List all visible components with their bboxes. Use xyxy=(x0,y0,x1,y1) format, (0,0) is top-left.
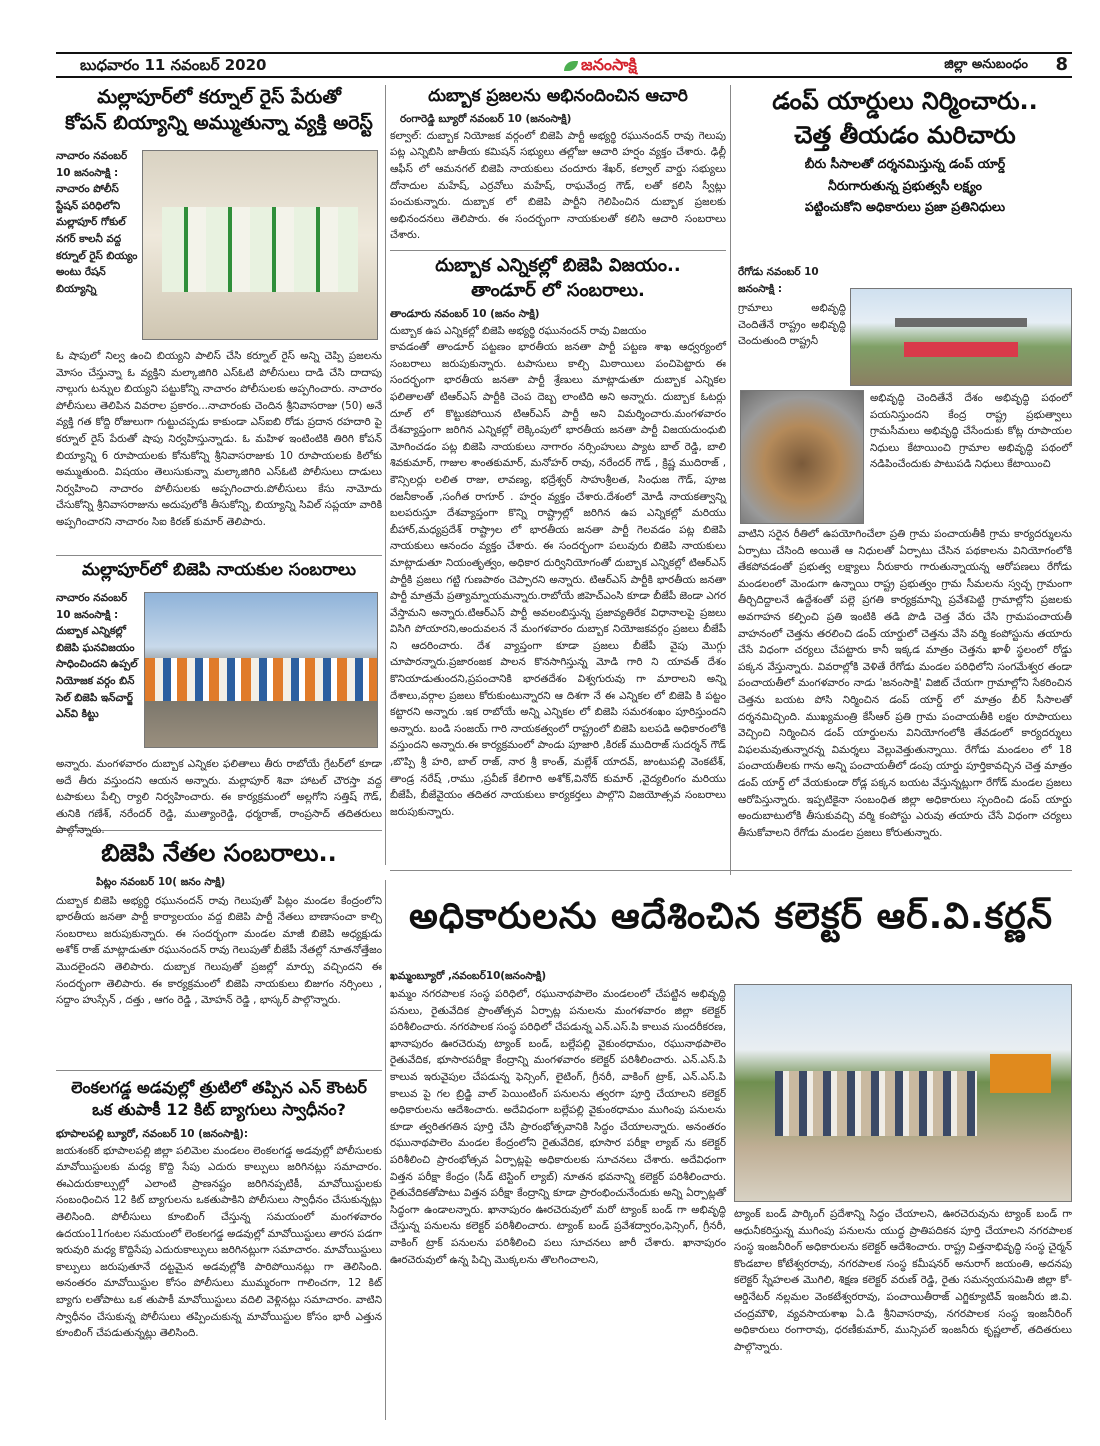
column-rule xyxy=(385,85,386,865)
article-divider xyxy=(390,250,726,251)
article-divider xyxy=(56,555,382,556)
dateline: భూపాలపల్లి బ్యూరో, నవంబర్ 10 (జనంసాక్షి): xyxy=(56,1128,249,1140)
page-number: 8 xyxy=(1055,54,1068,75)
column-rule xyxy=(730,85,731,875)
dateline: పిట్లం నవంబర్ 10( జనం సాక్షి) xyxy=(96,876,226,888)
article-tandur xyxy=(390,255,726,867)
masthead xyxy=(56,52,1072,78)
article-body-part2: వాటిని సరైన రీతిలో ఉపయోగించేలా ప్రతి గ్రామ పంచాయతీకి గ్రామ కార్యదర్శులను ఏర్పాటు చేసింది అయితే ఆ నిధులతో ఏర్పాటు చేసిన పథకాలను వినియోగంలోకి తేకపోవడంతో ప్రభుత్వ లక్ష్యాలు నీరుకారు గారుతున్నాయన్న ఆరోపణలు రేగోడు మండలంలో మెండుగా ఉన్నాయి రాష్ట్ర ప్రభుత్వం గ్రామ సీమలను స్వచ్ఛ గ్రామంగా తీర్చిదిద్దాలనే ఉద్దేశంతో పల్లె ప్రగతి కార్యక్రమాన్ని ప్రవేశపెట్టి గ్రామాల్లోని ప్రజలకు అవగాహన కల్పించి ప్రతి ఇంటికి తడి పొడి చెత్త వేరు చేసి గ్రామపంచాయతీ వాహనంలో చెత్తను తరలించి డంప్ యార్డులో చెత్తను వేసి వర్మి కంపోస్టును తయారు చేసే విధంగా చర్యలు చేపట్టారు కానీ ఇక్కడ మాత్రం చెత్తను ఖాళీ స్థలంలో రోడ్డు పక్కన వేస్తున్నారు. వివరాల్లోకి వెళితే రేగోడు మండల పరిధిలోని సంగమేశ్వర తండా పంచాయతీలో మంగళవారం నాడు 'జనంసాక్షి' విజిట్ చేయగా గ్రామాల్లోని సేకరించిన చెత్తను బయట పోసి నిర్మించిన డంప్ యార్డ్ లో మాత్రం బీర్ సీసాలతో దర్శనమిచ్చింది. ముఖ్యమంత్రి కేసీఆర్ ప్రతి గ్రామ పంచాయతీకి లక్షల రూపాయలు వెచ్చించి నిర్మించిన డంప్ యార్డులను వినియోగంలోకి తేవడంలో కార్యదర్శులు విఫలమవుతున్నారన్న విమర్శలు వెల్లువెత్తుతున్నాయి. రేగోడు మండలం లో 18 పంచాయతీలకు గాను అన్ని పంచాయతీలో డంపు యార్డు పూర్తికావచ్చిన చెత్త మాత్రం డంప్ యార్డ్ లో వేయకుండా రోడ్ల పక్కన బయట వేస్తున్నట్లుగా రేగోడ్ మండల ప్రజలు ఆరోపిస్తున్నారు. ఇప్పటికైనా సంబంధిత జిల్లా అధికారులు స్పందించి డంప్ యార్డు అందుబాటులోకి తీసుకువచ్చి వర్మి కంపోస్టు ఎరువు తయారు చేసే విధంగా చర్యలు తీసుకోవాలని రేగోడు మండల ప్రజలు కోరుతున్నారు. xyxy=(738,528,1072,839)
subline: దుబ్బాక ఉప ఎన్నికల్లో బిజెపి అభ్యర్థి రఘునందన్ రావు విజయం xyxy=(390,324,647,337)
article-body: అన్నారు. మంగళవారం దుబ్బాక ఎన్నికల ఫలితాలు తీరు రాబోయే గ్రేటర్‌లో కూడా అదే తీరు వస్తుందని ఆయన అన్నారు. మల్లాపూర్ శివా హాటల్ చౌరస్తా వద్ద టపాకులు పేల్చి ర్యాలి నిర్వహించారు. ఈ కార్యక్రమంలో అల్లగోని సత్తిష్ గౌడ్, తునికి గణేశ్, నరేందర్ రెడ్డి, ముత్యాంరెడ్డి, ధర్మరాజ్, రాంప్రసాద్ తదితరులు పాల్గోన్నారు. xyxy=(56,758,382,837)
headline-line2: చెత్త తీయడం మరిచారు xyxy=(794,121,1016,149)
newspaper-logo xyxy=(564,55,637,78)
dateline: ఖమ్మంబ్యూరో ,నవంబర్10(జనంసాక్షి) xyxy=(390,970,547,982)
article-body: ఓ షాపులో నిల్వ ఉంచి బియ్యని పాలిస్ చేసి కర్నూల్ రైస్ అన్ని చెప్పి ప్రజలను మోసం చేస్తున్నా ఓ వ్యక్తిని మల్కాజిగిరి ఎస్ఓటి పోలీసులు దాడి చేసి దాదాపు నాల్గుగు టన్నుల బియ్యని పట్టుకోన్ని నాచారం పోలీసులకు అప్పగించారు. నాచారం పోలీసులు తెలిపిన వివరాల ప్రకారం...నాచారంకు చెందిన శ్రీనివాసరాజు (50) అనే వ్యక్తి గత కోద్ది రోజులుగా గుట్టుచప్పడు కాకుండా ఎస్ఐబి రోడు ప్రదాన రహదారి పై కర్నూల్ రైస్ పేరుతో షాపు నిర్వహిస్తున్నాడు. ఓ మహిళ ఇంటింటికి తిరిగి కోపన్ బియ్యాన్ని 6 రూపాయలకు కోనుకోన్ని శ్రీనివాసరాజుకు 10 రూపాయలకు కిలోకు అమ్ముతుంది. విషయం తెలుసుకున్నా మల్కాజిగిరి ఎస్ఓటి పోలీసులు దాడులు నిర్వహించి నాచారం పోలీసులకు అప్పగించారు.పోలీసులు కేసు నామోదు చేసుకోన్ని శ్రీనివాసరాజును అదుపులోకి తీసుకోన్ని, బియ్యాన్ని సివిల్ సప్లయా వారికి అప్పగించారని నాచారం సిఐ కిరణ్ కుమార్ తెలిపారు. xyxy=(56,350,382,528)
celebration-photo xyxy=(144,592,378,748)
headline-line1: మల్లాపూర్‌లో కర్నూల్ రైస్ పేరుతో xyxy=(97,86,341,108)
headline-line1: డంప్ యార్డులు నిర్మించారు.. xyxy=(772,87,1038,115)
article-divider xyxy=(56,1070,382,1071)
rice-bags-photo xyxy=(142,150,378,340)
column-rule xyxy=(385,880,386,1420)
headline: బిజెపి నేతల సంబరాలు.. xyxy=(101,839,337,867)
beer-bottles-photo xyxy=(740,390,864,524)
article-divider xyxy=(390,870,1072,871)
leaf-icon xyxy=(564,61,578,71)
article-body: కల్వాల్: దుబ్బాక నియోజక వర్గంలో బిజెపి పార్టీ అభ్యర్థి రఘునందన్ రావు గెలుపు పట్ల ఎన్నిబిసి జాతీయ కమిషన్ సభ్యులు తల్లోజు ఆచారి హర్షం వ్యక్తం చేశారు. ఢిల్లీ ఆఫీస్ లో ఆమనగల్ బిజెపి నాయకులు చందూరు శేఖర్, కల్వాల్ వార్డు సభ్యులు దోనాదుల మహేష్, ఎర్రవోలు మహేష్, రాఘవేంద్ర గౌడ్, లతో కలిసి స్వీట్లు పంచుకున్నారు. దుబ్బాక లో బిజెపి పార్టీని గెలిపించిన దుబ్బాక ప్రజలకు అభినందనలు తెలిపారు. ఈ సందర్భంగా నాయకులతో కలిసి ఆచారి సంబరాలు చేశారు. xyxy=(390,129,726,242)
collector-inspection-photo xyxy=(734,984,1072,1202)
dateline: నాచారం నవంబర్ 10 జనంసాక్షి : దుబ్బాక ఎన్నికల్లో బిజెపి ఘనవిజయం సాధించిందని ఉప్పల్ నియోజక వర్గం బిన్ సెల్ బిజెపి ఇన్‌చార్జ్ ఎన్‌వి కిట్టు xyxy=(56,592,138,721)
dateline: తాండూరు నవంబర్ 10 (జనం సాక్షి) xyxy=(390,308,540,320)
article-body-part1: అభివృద్ధి చెందితేనే దేశం అభివృద్ధి పథంలో పయనిస్తుందని కేంద్ర రాష్ట్ర ప్రభుత్వాలు గ్రామసీమలు అభివృద్ధి చేసేందుకు కోట్ల రూపాయల నిధులు కేటాయించి గ్రామాల అభివృద్ధి పథంలో నడిపించేందుకు పాటుపడి నిధులు కేటాయించి xyxy=(870,392,1072,471)
article-body: జయశంకర్ భూపాలపల్లి జిల్లా పలిమెల మండలం లెంకలగడ్డ అడవుల్లో పోలీసులకు మావోయిస్టులకు మధ్య కొద్ది సేపు ఎదురు కాల్పులు జరిగినట్లు సమాచారం. ఈఎదురుకాల్పుల్లో ఎలాంటి ప్రాణనష్టం జరిగినప్పటికీ, మావోయిస్టులకు సంబంధించిన 12 కిట్ బ్యాగులను ఒకతుపాకిని పోలీసులు స్వాధీనం చేసుకున్నట్లు తెలిసింది. పోలీసులు కూంబింగ్ చేస్తున్న సమయంలో మంగళవారం ఉదయం11గంటల సమయంలో లెంకలగడ్డ అడవుల్లో మావోయిస్టులు తారస పడగా ఇరువురి మధ్య కొద్దిసేపు ఎదురుకాల్పులు జరిగినట్లుగా సమాచారం. మావోయిస్టులు కాల్పులు జరుపుతూనే దట్టమైన అడవుల్లోకి పారిపోయినట్లు గా తెలిసింది. అనంతరం మావోయిస్టుల కోసం పోలీసులు ముమ్మరంగా గాలించగా, 12 కిట్ బ్యాగు లతోపాటు ఒక తుపాకీ మావోయిస్టులు వదిలి వెళ్లినట్లు సమాచారం. వాటిని స్వాధీనం చేసుకున్న పోలీసులు తప్పించుకున్న మావోయిస్టుల కోసం భారీ ఎత్తున కూంబింగ్ చేపడుతున్నట్లు తెలిసింది. xyxy=(56,1144,383,1340)
dateline: రేగోడు నవంబర్ 10 జనంసాక్షి : xyxy=(738,266,819,295)
dateline: నాచారం నవంబర్ 10 జనంసాక్షి : నాచారం పోలీస్ స్టేషన్ పరిధిలోని మల్లాపూర్ గోకుల్ నగర్ కాలనీ వద్ద కర్నూల్ రైస్ బియ్యం అంటు రేషన్ బియ్యాన్ని xyxy=(56,150,138,295)
article-dump-yard xyxy=(738,86,1072,866)
article-bjp-leaders xyxy=(56,838,382,1066)
article-body-part1: ఖమ్మం నగరపాలక సంస్థ పరిధిలో, రఘునాథపాలెం మండలంలో చేపట్టిన అభివృద్ధి పనులు, రైతువేదిక ప్రాంతోత్సవ ఏర్పాట్ల పనులను మంగళవారం జిల్లా కలెక్టర్ పరిశీలించారు. నగరపాలక సంస్థ పరిధిలో చేపడున్న ఎన్.ఎస్.పి కాలువ సుందరీకరణ, ఖానాపురం ఊరచెరువు ట్యాంక్ బండ్, బల్లేపల్లి వైకుంఠధామం, రఘునాథపాలెం రైతువేదిక, భూసారపరీక్షా కేంద్రాన్ని మంగళవారం కలెక్టర్ పరిశీలించారు. ఎన్.ఎస్.పి కాలువ ఇరువైపుల చేపడున్న ఫెన్సింగ్, లైటింగ్, గ్రీనరీ, వాకింగ్ ట్రాక్, ఎన్.ఎస్.పి కాలువ పై గల బ్రిడ్జి వాల్ పెయింటింగ్ పనులను త్వరగా పూర్తి చేయాలని కలెక్టర్ అధికారులను ఆదేశించారు. అదేవిధంగా బల్లేపల్లి వైకుంఠధామం ముగింపు పనులను కూడా త్వరితగతిన పూర్తి చేసి ప్రారంభోత్సవానికి సిద్ధం చేయాలన్నారు. అనంతరం రఘునాథపాలెం మండల కేంద్రంలోని రైతువేదిక, భూసార పరీక్షా ల్యాబ్ ను కలెక్టర్ పరిశీలించి ప్రారంభోత్సవ ఏర్పాట్లపై అధికారులకు సూచనలు చేశారు. అదేవిధంగా విత్తన పరీక్షా కేంద్రం (సీడ్ టెస్టింగ్ ల్యాబ్) నూతన భవనాన్ని కలెక్టర్ పరిశీలించారు. రైతువేదికతోపాటు విత్తన పరీక్షా కేంద్రాన్ని కూడా ప్రారంభించునేందుకు అన్ని ఏర్పాట్లతో సిద్ధంగా ఉండాలన్నారు. ఖానాపురం ఊరచెరువులో మరో ట్యాంక్ బండ్ గా అభివృద్ధి చేస్తున్న పనులను కలెక్టర్ పరిశీలించారు. ట్యాంక్ బండ్ ప్రవేశద్వారం,ఫెన్సింగ్, గ్రీనరీ, వాకింగ్ ట్రాక్ పనులను పరిశీలించి పలు సూచనలు జారీ చేశారు. ఖానాపురం ఊరచెరువులో ఉన్న పిచ్చి మొక్కలను తొలగించాలని, xyxy=(390,988,726,1266)
subhead: పట్టించుకోని అధికారులు ప్రజా ప్రతినిధులు xyxy=(804,199,1006,215)
headline-line1: లెంకలగడ్డ అడవుల్లో త్రుటిలో తప్పిన ఎన్ కౌంటర్ xyxy=(71,1078,367,1097)
issue-date: బుధవారం 11 నవంబర్ 2020 xyxy=(80,56,267,74)
article-mallapur-celebration xyxy=(56,560,382,837)
headline-line2: ఒక తుపాకీ 12 కిట్ బ్యాగులు స్వాధీనం? xyxy=(92,1100,346,1119)
article-body: కావడంతో తాండూర్ పట్టణం భారతీయ జనతా పార్టీ పట్టణ శాఖ ఆధ్వర్యంలో సంబరాలు జరుపుకున్నారు. టపాసులు కాల్చి మిఠాయిలు పంచిపెట్టారు ఈ సందర్భంగా భారతీయ జనతా పార్టీ శ్రేణులు మాట్లాడుతూ దుబ్బాక ఎన్నికల ఫలితాలతో టిఆర్ఎస్ పార్టీకి చెంప దెబ్బ లాంటిది అని అన్నారు. దుబ్బాక ఓటర్లు దూల్ లో కొట్టుకపోయిన టిఆర్ఎస్ పార్టీ అని విమర్శించారు.మంగళవారం దేశవ్యాప్తంగా జరిగిన ఎన్నికల్లో లెక్కింపులో భారతీయ జనతా పార్టీ విజయదుంధుబి మోగించడం పట్ల బిజెపి నాయకులు నాగారం నర్సింహులు ప్యాట బాల్ రెడ్డి, బాలి శివకుమార్, గాజుల శాంతకుమార్, మనోహర్ రావు, నరేందర్ గౌడ్ , క్రిష్ణ ముదిరాజ్ , కౌన్సిలర్లు లలిత రాజు, లావణ్య, భద్రేశ్వర్ సాహుశ్రీలత, సింధుజ గౌడ్, పూజ రజనీకాంత్ ,సంగీత రాగూర్ . హర్షం వ్యక్తం చేశారు.దేశంలో మోడీ నాయకత్వాన్ని బలపరుస్తూ దేశవ్యాప్తంగా కొన్ని రాష్ట్రాల్లో జరిగిన ఉప ఎన్నికల్లో మరియు బీహార్,మధ్యప్రదేశ్ రాష్ట్రాల లో భారతీయ జనతా పార్టీ గెలవడం పట్ల బిజెపి నాయకులు ఆనందం వ్యక్తం చేశారు. ఈ సందర్భంగా పలువురు బిజెపి నాయకులు మాట్లాడుతూ నియంతృత్వం, అధికార దుర్వినియోగంతో దుబ్బాక ఎన్నికల్లో టిఆర్ఎస్ పార్టీకి ప్రజలు గట్టి గుణపాఠం చెప్పారని అన్నారు. టిఆర్ఎస్ పార్టీకి భారతీయ జనతా పార్టీ మాత్రమే ప్రత్యామ్నాయమన్నారు.రాబోయే జిహెచ్ఎంసి కూడా బీజేపీ జెండా ఎగర వేస్తామని అన్నారు.టిఆర్ఎస్ పార్టీ అవలంబిస్తున్న ప్రజావ్యతిరేక విధానాలపై ప్రజలు విసిగి పోయారని,అందువలన నే మంగళవారం దుబ్బాక నియోజకవర్గం ప్రజలు బీజేపీ ని ఆదరించారు. దేశ వ్యాప్తంగా కూడా ప్రజలు బీజేపీ వైపు మొగ్గు చూపారన్నారు.ప్రజారంజక పాలన కొనసాగిస్తున్న మోడి గారి ని యావత్ దేశం కొనియాడుతుందని,ప్రపంచానికి భారతదేశం విశ్వగురువు గా మారాలని అన్ని దేశాలు,వర్గాల ప్రజలు కోరుకుంటున్నారని ఆ దిశగా నే ఈ ఎన్నికల లో బిజెపి కి పట్టం కట్టారని అన్నారు .ఇక రాబోయే అన్ని ఎన్నికల లో బిజెపి సమరశంఖం పూరిస్తుందని అన్నారు. బండి సంజయ్ గారి నాయకత్వంలో రాష్ట్రంలో బిజెపి బలపడి అధికారంలోకి వస్తుందని అన్నారు.ఈ కార్యక్రమంలో పాండు పూజారి ,కిరణ్ ముదిరాజ్ సుదర్శన్ గౌడ్ ,బొప్పి శ్రీ హరి, బాల్ రాజ్, నార శ్రీ కాంత్, మల్లేశ్ యాదవ్, జుంటుపల్లి వెంకటేశ్, తాండ్ర నరేష్ ,రాము ,ప్రవీణ్ కేలిగారి అశోక్,వినోద్ కుమార్ ,వైద్యలింగం మరియు బీజేపీ, బీజేవైయం తదితర నాయకులు కార్యకర్తలు పాల్గొని విజయోత్సవ సంబరాలు జరుపుకున్నారు. xyxy=(390,341,726,818)
dump-yard-shed-photo xyxy=(850,288,1072,386)
article-achari xyxy=(390,86,726,246)
article-body-part2: ట్యాంక్ బండ్ పార్కింగ్ ప్రదేశాన్ని సిద్ధం చేయాలని, ఊరచెరువును ట్యాంక్ బండ్ గా ఆధునీకరిస్తున్న ముగింపు పనులను యుద్ధ ప్రాతిపదికన పూర్తి చేయాలని నగరపాలక సంస్థ ఇంజనీరింగ్ అధికారులను కలెక్టర్ ఆదేశించారు. రాష్ట్ర విత్తనాభివృద్ధి సంస్థ చైర్మన్ కొండబాల కోటేశ్వరరావు, నగరపాలక సంస్థ కమీషనర్ అనురాగ్ జయంతి, అదనపు కలెక్టర్ స్నేహలత మొగిలి, శిక్షణ కలెక్టర్ వరుణ్ రెడ్డి, రైతు సమన్వయసమితి జిల్లా కో-ఆర్డినేటర్ నల్లమల వెంకటేశ్వరరావు, పంచాయితీరాజ్ ఎగ్జిక్యూటివ్ ఇంజనీరు జి.వి. చంద్రమౌళి, వ్యవసాయశాఖ ఏ.డి శ్రీనివాసరావు, నగరపాలక సంస్థ ఇంజనీరింగ్ అధికారులు రంగారావు, ధరణీకుమార్, మున్సిపల్ ఇంజనీరు కృష్ణలాల్, తదితరులు పాల్గొన్నారు. xyxy=(734,1208,1072,1353)
headline: మల్లాపూర్‌లో బిజెపి నాయకుల సంబరాలు xyxy=(82,560,356,580)
headline-line1: దుబ్బాక ఎన్నికల్లో బిజెపి విజయం.. xyxy=(435,255,681,276)
article-rice-arrest xyxy=(56,86,382,551)
headline: దుబ్బాక ప్రజలను అభినందించిన ఆచారి xyxy=(428,86,688,106)
dateline: రంగారెడ్డి బ్యూరో నవంబర్ 10 (జనంసాక్షి) xyxy=(400,113,572,126)
subhead: నీరుగారుతున్న ప్రభుత్వసీ లక్ష్యం xyxy=(828,177,982,193)
article-body: దుబ్బాక బిజెపి అభ్యర్థి రఘునందన్ రావు గెలుపుతో పిట్లం మండల కేంద్రంలోని భారతీయ జనతా పార్టీ కార్యాలయం వద్ద బిజెపి పార్టీ నేతలు బాణాసంచా కాల్చి సంబరాలు జరుపుకున్నారు. ఈ సందర్భంగా మండల మాజీ బిజెపి అధ్యక్షుడు అశోక్ రాజ్ మాట్లాడుతూ రఘునందన్ రావు గెలుపుతో బీజేపీ నేతల్లో నూతనోత్తేజం మొదలైందని తెలిపారు. దుబ్బాక గెలుపుతో ప్రజల్లో మార్పు వచ్చిందని ఈ సందర్భంగా తెలిపారు. ఈ కార్యక్రమంలో బిజెపి నాయకులు బిజుగం నర్సింలు , సద్దాం హుస్సేన్ , దత్తు , ఆగం రెడ్డి , మోహన్ రెడ్డి , భాస్కర్ పాల్గొన్నారు. xyxy=(56,894,382,1007)
article-lead: గ్రామాలు అభివృద్ధి చెందితేనే రాష్ట్రం అభివృద్ధి చెందుతుంది రాష్ట్రనీ xyxy=(738,302,846,348)
headline-line2: కోపన్ బియ్యాన్ని అమ్ముతున్నా వ్యక్తి అరెస్ట్ xyxy=(65,111,373,134)
headline-line2: తాండూర్ లో సంబరాలు. xyxy=(471,279,645,301)
article-encounter xyxy=(56,1078,382,1418)
section-label: జిల్లా అనుబంధం xyxy=(944,57,1028,72)
logo-text: జనంసాక్షి xyxy=(581,55,637,74)
article-collector-headline xyxy=(390,878,1072,970)
headline: అధికారులను ఆదేశించిన కలెక్టర్ ఆర్.వి.కర్ణన్ xyxy=(408,896,1054,937)
subhead: బీరు సీసాలతో దర్శనమిస్తున్న డంప్ యార్డ్ xyxy=(804,156,1006,171)
